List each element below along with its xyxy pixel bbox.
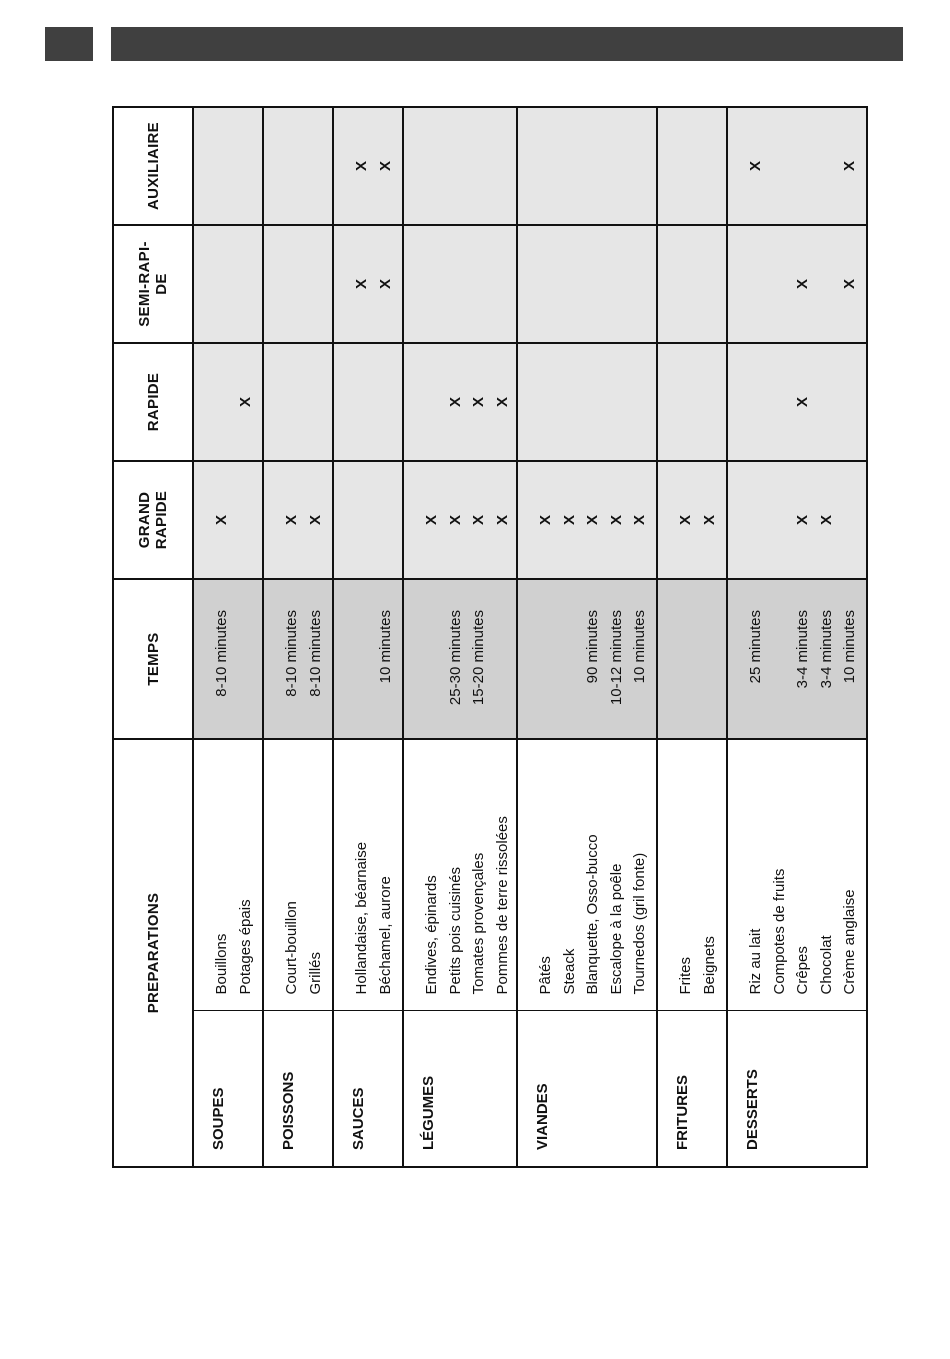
x-mark <box>234 226 258 342</box>
x-mark: X <box>700 515 718 526</box>
x-mark <box>534 108 558 224</box>
x-mark <box>234 108 258 224</box>
x-mark <box>420 226 444 342</box>
category-label: SOUPES <box>193 1011 263 1167</box>
burner-aux-cell <box>193 107 263 225</box>
col-header-rapide: RAPIDE <box>113 343 193 461</box>
col-header-preparations: PREPARATIONS <box>113 739 193 1167</box>
x-mark: X <box>213 515 230 526</box>
x-mark <box>467 226 491 342</box>
preparation-list <box>263 739 333 1011</box>
x-mark <box>304 108 328 224</box>
preparation-item: Bouillons <box>213 933 230 995</box>
col-header-grand-rapide <box>113 461 193 579</box>
x-mark <box>698 108 722 224</box>
x-mark <box>744 226 768 342</box>
preparation-list <box>193 739 263 1011</box>
temps-value <box>350 610 374 738</box>
table-row <box>727 107 867 1167</box>
table-row <box>657 107 727 1167</box>
category-label: FRITURES <box>657 1011 727 1167</box>
x-mark: X <box>817 515 835 526</box>
x-mark <box>534 344 558 460</box>
x-mark: X <box>493 397 511 408</box>
x-mark <box>768 226 792 342</box>
x-mark: X <box>423 515 440 526</box>
temps-cell <box>403 579 517 739</box>
temps-value: 10-12 minutes <box>607 610 625 706</box>
x-mark: X <box>560 515 578 526</box>
temps-value: 3-4 minutes <box>817 610 835 689</box>
preparation-item: Blanquette, Osso-bucco <box>584 834 601 995</box>
preparation-item: Riz au lait <box>747 928 764 995</box>
preparation-item: Endives, épinards <box>423 875 440 995</box>
x-mark <box>210 108 234 224</box>
preparation-list <box>657 739 727 1011</box>
x-mark: X <box>470 515 487 526</box>
preparation-item: Chocolat <box>817 935 835 995</box>
x-mark <box>744 344 768 460</box>
burner-grand-cell <box>517 461 657 579</box>
x-mark: X <box>794 279 811 290</box>
burner-grand-cell <box>333 461 403 579</box>
x-mark <box>420 108 444 224</box>
x-mark: X <box>841 161 858 172</box>
preparation-list <box>727 739 867 1011</box>
x-mark <box>491 108 515 224</box>
preparation-item: Potages épais <box>236 899 254 995</box>
temps-value: 3-4 minutes <box>794 610 811 689</box>
x-mark: X <box>631 515 648 526</box>
burner-rapide-cell <box>193 343 263 461</box>
preparation-item: Beignets <box>700 936 718 995</box>
x-mark <box>628 108 652 224</box>
burner-aux-cell <box>333 107 403 225</box>
burner-semi-cell <box>263 225 333 343</box>
x-mark <box>674 108 698 224</box>
preparation-item: Hollandaise, béarnaise <box>353 841 370 995</box>
temps-value: 25 minutes <box>747 610 764 684</box>
table-row <box>193 107 263 1167</box>
x-mark <box>674 344 698 460</box>
x-mark: X <box>353 161 370 172</box>
temps-cell <box>263 579 333 739</box>
x-mark <box>815 226 839 342</box>
x-mark <box>815 344 839 460</box>
header-bar-right <box>111 27 903 61</box>
x-mark <box>210 226 234 342</box>
x-mark <box>280 226 304 342</box>
x-mark: X <box>376 161 394 172</box>
x-mark <box>791 108 815 224</box>
x-mark: X <box>306 515 324 526</box>
col-header-semi-rapide <box>113 225 193 343</box>
burner-grand-cell <box>657 461 727 579</box>
temps-value: 15-20 minutes <box>470 610 487 706</box>
x-mark <box>698 344 722 460</box>
burner-aux-cell <box>727 107 867 225</box>
burner-grand-cell <box>403 461 517 579</box>
x-mark <box>350 344 374 460</box>
x-mark: X <box>376 279 394 290</box>
preparation-item: Crêpes <box>794 946 811 995</box>
burner-rapide-cell <box>657 343 727 461</box>
x-mark: X <box>584 515 601 526</box>
x-mark <box>444 108 468 224</box>
temps-value <box>698 610 722 738</box>
category-label: LÉGUMES <box>403 1011 517 1167</box>
x-mark: X <box>353 279 370 290</box>
burner-grand-cell <box>727 461 867 579</box>
cooking-table-container <box>112 108 868 1168</box>
x-mark <box>581 226 605 342</box>
preparation-item: Court-bouillon <box>283 901 300 995</box>
x-mark: X <box>794 515 811 526</box>
x-mark <box>234 462 258 578</box>
burner-semi-cell <box>193 225 263 343</box>
preparation-item: Petits pois cuisinés <box>446 866 464 995</box>
x-mark: X <box>607 515 625 526</box>
table-row <box>333 107 403 1167</box>
x-mark <box>768 462 792 578</box>
burner-grand-cell <box>193 461 263 579</box>
temps-value: 90 minutes <box>584 610 601 684</box>
x-mark: X <box>493 515 511 526</box>
x-mark: X <box>236 397 254 408</box>
temps-cell <box>193 579 263 739</box>
category-label: VIANDES <box>517 1011 657 1167</box>
col-header-temps: TEMPS <box>113 579 193 739</box>
temps-value: 8-10 minutes <box>283 610 300 697</box>
burner-semi-cell <box>727 225 867 343</box>
temps-value: 8-10 minutes <box>213 610 230 697</box>
burner-semi-cell <box>517 225 657 343</box>
category-label: SAUCES <box>333 1011 403 1167</box>
table-row <box>403 107 517 1167</box>
x-mark <box>628 344 652 460</box>
temps-value: 10 minutes <box>841 610 858 684</box>
temps-cell <box>517 579 657 739</box>
x-mark <box>444 226 468 342</box>
temps-value: 8-10 minutes <box>306 610 324 697</box>
burner-grand-cell <box>263 461 333 579</box>
x-mark: X <box>677 515 694 526</box>
category-label: POISSONS <box>263 1011 333 1167</box>
preparation-list <box>403 739 517 1011</box>
temps-value <box>234 610 258 738</box>
burner-rapide-cell <box>263 343 333 461</box>
x-mark <box>605 108 629 224</box>
temps-value <box>558 610 582 738</box>
x-mark: X <box>283 515 300 526</box>
x-mark <box>374 344 398 460</box>
x-mark <box>304 344 328 460</box>
burner-aux-cell <box>517 107 657 225</box>
x-mark <box>491 226 515 342</box>
x-mark <box>304 226 328 342</box>
preparation-item: Crème anglaise <box>841 889 858 995</box>
x-mark <box>838 462 862 578</box>
burner-aux-cell <box>403 107 517 225</box>
preparation-item: Béchamel, aurore <box>376 876 394 995</box>
x-mark: X <box>537 515 554 526</box>
x-mark <box>350 462 374 578</box>
burner-aux-cell <box>657 107 727 225</box>
preparation-item: Tomates provençales <box>470 852 487 995</box>
temps-value: 10 minutes <box>376 610 394 684</box>
burner-rapide-cell <box>517 343 657 461</box>
x-mark: X <box>794 397 811 408</box>
x-mark <box>374 462 398 578</box>
col-header-auxiliaire: AUXILIAIRE <box>113 107 193 225</box>
temps-value: 10 minutes <box>631 610 648 684</box>
burner-rapide-cell <box>727 343 867 461</box>
x-mark <box>210 344 234 460</box>
preparation-item: Tournedos (gril fonte) <box>631 852 648 995</box>
col-header-grand-rapide-line2: RAPIDE <box>153 490 170 550</box>
x-mark <box>815 108 839 224</box>
temps-value <box>768 610 792 738</box>
x-mark <box>605 344 629 460</box>
x-mark <box>534 226 558 342</box>
x-mark <box>558 226 582 342</box>
burner-aux-cell <box>263 107 333 225</box>
col-header-semi-rapide-line2: DE <box>153 273 170 295</box>
x-mark <box>581 344 605 460</box>
header-row <box>113 107 193 1167</box>
x-mark: X <box>841 279 858 290</box>
category-label: DESSERTS <box>727 1011 867 1167</box>
temps-value <box>534 610 558 738</box>
temps-cell <box>727 579 867 739</box>
x-mark: X <box>747 161 764 172</box>
x-mark <box>467 108 491 224</box>
preparation-item: Escalope à la poêle <box>607 863 625 995</box>
x-mark: X <box>446 515 464 526</box>
burner-semi-cell <box>657 225 727 343</box>
x-mark <box>768 344 792 460</box>
x-mark <box>744 462 768 578</box>
x-mark <box>628 226 652 342</box>
preparation-item: Frites <box>677 957 694 995</box>
temps-value: 25-30 minutes <box>446 610 464 706</box>
temps-value <box>491 610 515 738</box>
burner-rapide-cell <box>403 343 517 461</box>
table-body <box>193 107 867 1167</box>
x-mark <box>558 108 582 224</box>
temps-cell <box>657 579 727 739</box>
x-mark: X <box>470 397 487 408</box>
header-bar-left <box>45 27 93 61</box>
preparation-item: Grillés <box>306 951 324 995</box>
burner-rapide-cell <box>333 343 403 461</box>
col-header-grand-rapide-line1: GRAND <box>136 491 153 549</box>
x-mark <box>768 108 792 224</box>
burner-semi-cell <box>403 225 517 343</box>
table-row <box>263 107 333 1167</box>
x-mark <box>581 108 605 224</box>
temps-value <box>420 610 444 738</box>
preparation-list <box>333 739 403 1011</box>
temps-cell <box>333 579 403 739</box>
x-mark <box>698 226 722 342</box>
x-mark: X <box>446 397 464 408</box>
preparation-item: Compotes de fruits <box>770 868 788 995</box>
x-mark <box>838 344 862 460</box>
preparation-list <box>517 739 657 1011</box>
x-mark <box>674 226 698 342</box>
burner-semi-cell <box>333 225 403 343</box>
col-header-semi-rapide-line1: SEMI-RAPI- <box>136 241 153 327</box>
x-mark <box>605 226 629 342</box>
x-mark <box>280 344 304 460</box>
x-mark <box>558 344 582 460</box>
preparation-item: Pommes de terre rissolées <box>493 816 511 995</box>
preparation-item: Steack <box>560 948 578 995</box>
cooking-table <box>112 106 868 1168</box>
x-mark <box>420 344 444 460</box>
table-row <box>517 107 657 1167</box>
preparation-item: Pâtés <box>537 956 554 995</box>
x-mark <box>280 108 304 224</box>
temps-value <box>674 610 698 738</box>
